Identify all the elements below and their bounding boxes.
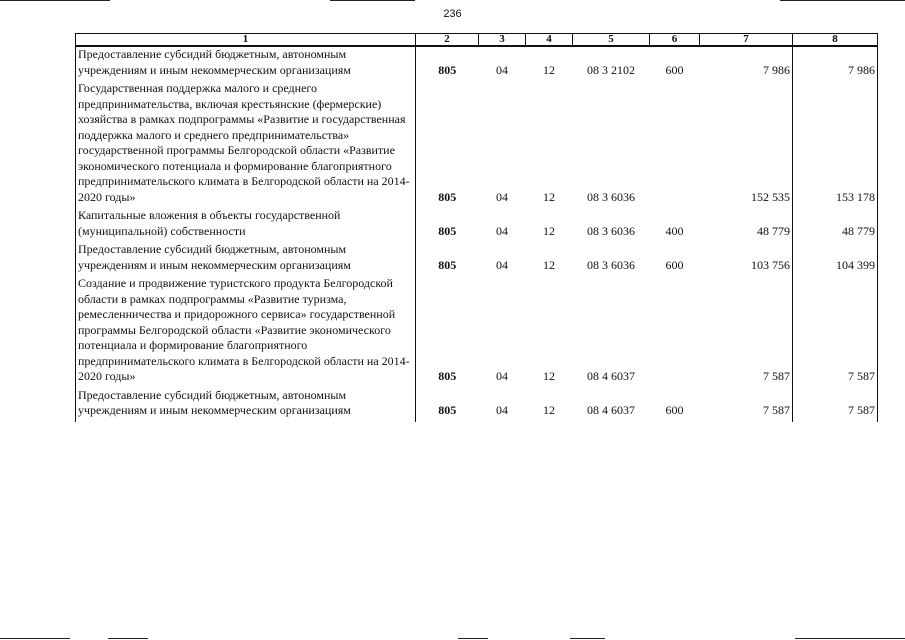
table-row [76, 276, 878, 388]
row-code: 805 [416, 208, 479, 242]
row-sum1: 7 587 [700, 388, 793, 422]
row-sum2: 153 178 [793, 81, 878, 208]
row-type [650, 276, 700, 388]
row-target: 08 3 6036 [587, 257, 635, 272]
scan-edge-mark [795, 638, 905, 639]
scan-edge-mark [0, 0, 110, 1]
table-row [76, 81, 878, 208]
table-row [76, 46, 878, 81]
row-sum1: 7 986 [700, 46, 793, 81]
row-sum2: 7 986 [793, 46, 878, 81]
row-target: 08 3 2102 [587, 62, 635, 77]
page-number: 236 [443, 8, 462, 20]
row-name: Предоставление субсидий бюджетным, автономным учреждениям и иным некоммерческим организациям [76, 242, 416, 276]
row-target: 08 3 6036 [587, 189, 635, 204]
row-subsection: 12 [543, 189, 555, 204]
row-name: Создание и продвижение туристского продукта Белгородской области в рамках подпрограммы «Развитие туризма, ремесленничества и придорожного сервиса» государственной программы Белгородской области «Развитие экономического потенциала и формирование благоприятного предпринимательского климата в Белгородской области на 2014-2020 годы» [76, 276, 416, 388]
row-section: 04 [496, 189, 508, 204]
scan-edge-mark [0, 638, 70, 639]
table-row [76, 388, 878, 422]
header-row [76, 34, 878, 47]
col-header: 4 [526, 34, 573, 47]
row-section: 04 [496, 257, 508, 272]
row-target: 08 4 6037 [587, 369, 635, 383]
row-code: 805 [416, 276, 479, 388]
row-section: 04 [496, 369, 508, 383]
row-type: 600 [665, 403, 684, 417]
row-sum2: 7 587 [793, 276, 878, 388]
row-code: 805 [416, 242, 479, 276]
row-type: 400 [665, 223, 684, 238]
row-subsection: 12 [543, 62, 555, 77]
row-sum1: 152 535 [700, 81, 793, 208]
row-sum2: 48 779 [793, 208, 878, 242]
table-row [76, 242, 878, 276]
row-code: 805 [416, 81, 479, 208]
scan-edge-mark [458, 638, 488, 639]
col-header: 5 [573, 34, 650, 47]
row-sum2: 7 587 [793, 388, 878, 422]
row-name: Предоставление субсидий бюджетным, автономным учреждениям и иным некоммерческим организациям [76, 46, 416, 81]
row-section: 04 [496, 403, 508, 417]
col-header: 6 [650, 34, 700, 47]
row-target: 08 3 6036 [587, 223, 635, 238]
row-name: Предоставление субсидий бюджетным, автономным учреждениям и иным некоммерческим организациям [76, 388, 416, 422]
row-name: Капитальные вложения в объекты государственной (муниципальной) собственности [76, 208, 416, 242]
col-header: 8 [793, 34, 878, 47]
row-sum1: 48 779 [700, 208, 793, 242]
scan-edge-mark [330, 0, 415, 1]
row-subsection: 12 [543, 223, 555, 238]
row-type: 600 [665, 62, 684, 77]
row-code: 805 [416, 388, 479, 422]
scan-edge-mark [570, 638, 605, 639]
scan-edge-mark [108, 638, 148, 639]
row-name: Государственная поддержка малого и среднего предпринимательства, включая крестьянские (фермерские) хозяйства в рамках подпрограммы «Развитие и государственная поддержка малого и среднего предпринимательства» государственной программы Белгородской области «Развитие экономического потенциала и формирование благоприятного предпринимательского климата в Белгородской области на 2014-2020 годы» [76, 81, 416, 208]
row-subsection: 12 [543, 257, 555, 272]
row-sum2: 104 399 [793, 242, 878, 276]
row-sum1: 7 587 [700, 276, 793, 388]
col-header: 2 [416, 34, 479, 47]
row-subsection: 12 [543, 369, 555, 383]
row-type: 600 [665, 257, 684, 272]
row-sum1: 103 756 [700, 242, 793, 276]
row-target: 08 4 6037 [587, 403, 635, 417]
budget-table [75, 33, 878, 422]
table-row [76, 208, 878, 242]
scan-edge-mark [780, 0, 905, 1]
row-type [650, 81, 700, 208]
row-section: 04 [496, 62, 508, 77]
row-section: 04 [496, 223, 508, 238]
row-subsection: 12 [543, 403, 555, 417]
col-header: 3 [479, 34, 526, 47]
col-header: 1 [76, 34, 416, 47]
row-code: 805 [416, 46, 479, 81]
col-header: 7 [700, 34, 793, 47]
